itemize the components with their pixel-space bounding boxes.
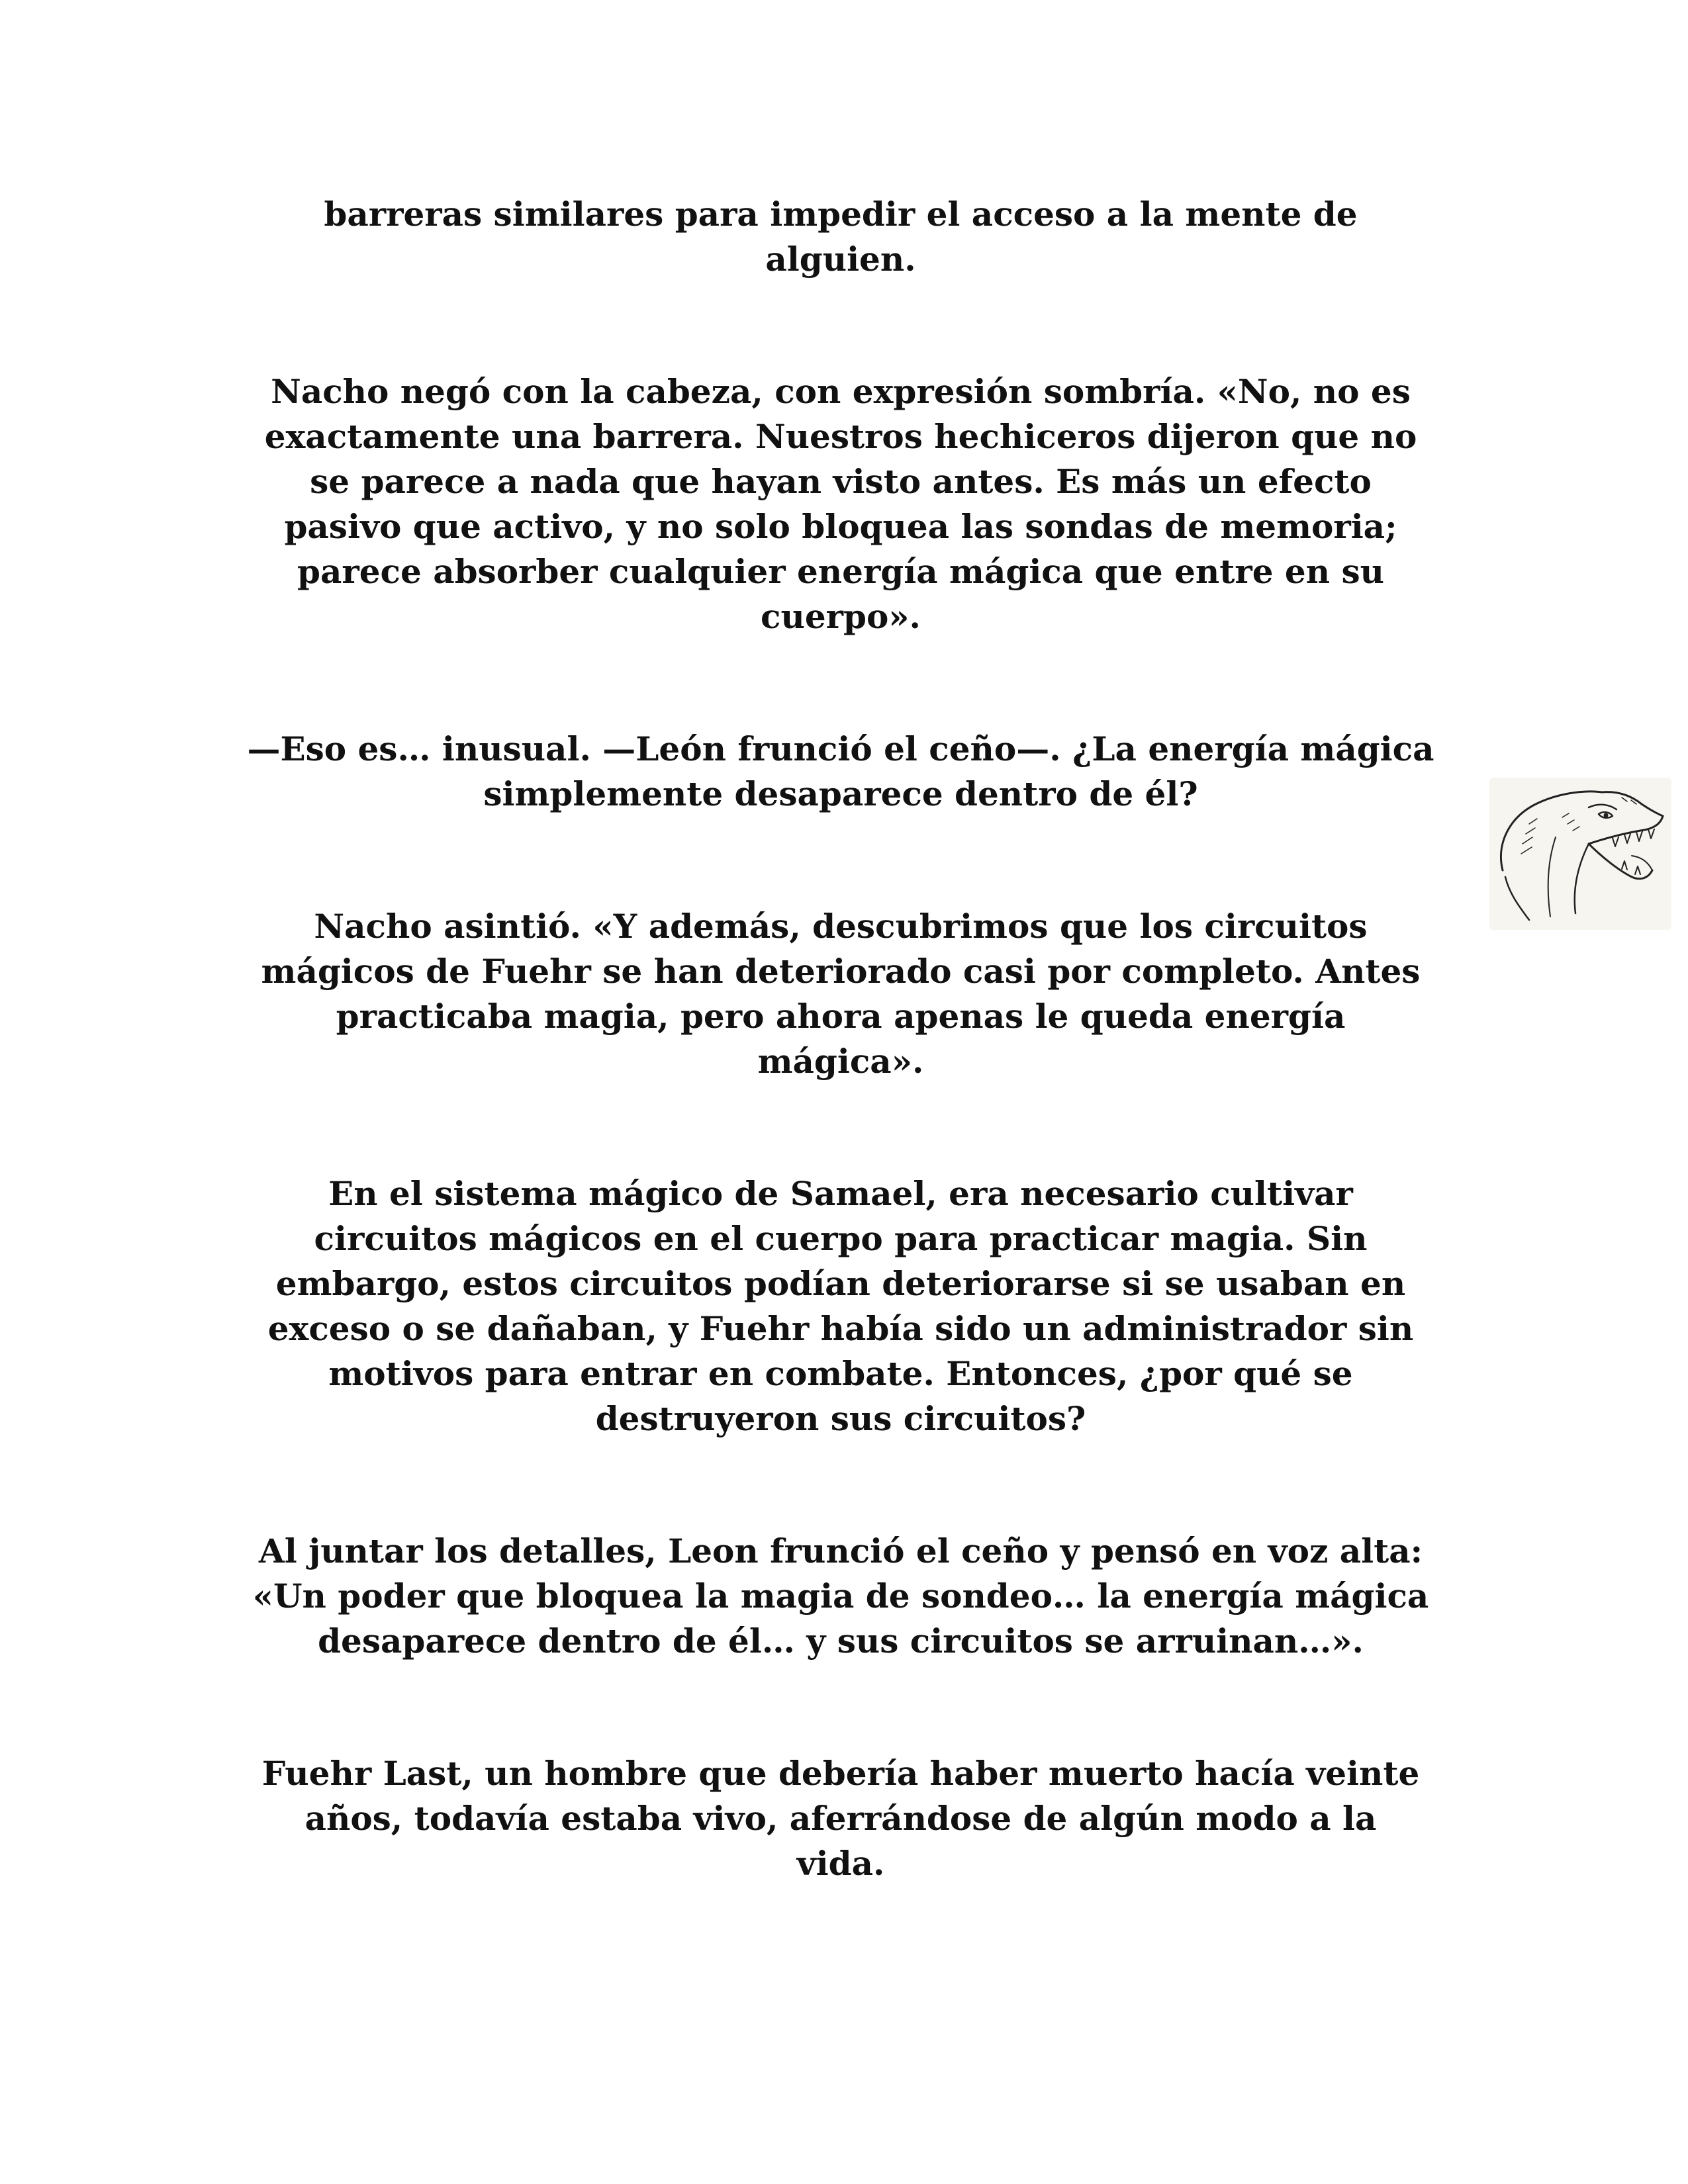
text-line: exactamente una barrera. Nuestros hechiceros dijeron que no (264, 417, 1417, 456)
paragraph (225, 727, 1456, 817)
paragraph (225, 192, 1456, 282)
text-line: —Eso es… inusual. —León frunció el ceño—. ¿La energía mágica (247, 729, 1434, 768)
paragraph (225, 1171, 1456, 1441)
paragraph-gap (225, 1664, 1456, 1751)
paragraph-gap (225, 1084, 1456, 1171)
paragraph (225, 904, 1456, 1084)
text-line: parece absorber cualquier energía mágica que entre en su (297, 552, 1384, 591)
paragraph-gap (225, 282, 1456, 369)
text-line: Fuehr Last, un hombre que debería haber muerto hacía veinte (261, 1754, 1420, 1793)
text-line: pasivo que activo, y no solo bloquea las sondas de memoria; (284, 507, 1397, 546)
text-line: motivos para entrar en combate. Entonces, ¿por qué se (328, 1354, 1353, 1393)
paragraph-gap (225, 639, 1456, 727)
text-line: simplemente desaparece dentro de él? (483, 774, 1198, 813)
text-line: mágica». (757, 1042, 924, 1081)
text-line: mágicos de Fuehr se han deteriorado casi por completo. Antes (261, 952, 1421, 991)
text-line: barreras similares para impedir el acceso a la mente de (324, 195, 1358, 234)
text-line: desaparece dentro de él… y sus circuitos se arruinan…». (318, 1621, 1364, 1661)
text-line: Nacho asintió. «Y además, descubrimos que los circuitos (314, 907, 1368, 946)
text-line: practicaba magia, pero ahora apenas le queda energía (336, 997, 1346, 1036)
text-line: vida. (796, 1844, 885, 1883)
document-body (225, 192, 1456, 1886)
paragraph-gap (225, 1441, 1456, 1529)
text-line: embargo, estos circuitos podían deteriorarse si se usaban en (275, 1264, 1406, 1303)
text-line: años, todavía estaba vivo, aferrándose de algún modo a la (305, 1799, 1377, 1838)
text-line: cuerpo». (761, 597, 921, 636)
paragraph (225, 1751, 1456, 1886)
text-line: alguien. (765, 240, 916, 279)
text-line: circuitos mágicos en el cuerpo para practicar magia. Sin (314, 1219, 1368, 1258)
text-line: Al juntar los detalles, Leon frunció el ceño y pensó en voz alta: (258, 1531, 1423, 1570)
text-line: exceso o se dañaban, y Fuehr había sido un administrador sin (267, 1309, 1414, 1348)
paragraph (225, 1529, 1456, 1664)
paragraph-gap (225, 817, 1456, 904)
paragraph (225, 369, 1456, 639)
text-line: «Un poder que bloquea la magia de sondeo… la energía mágica (252, 1576, 1429, 1615)
text-line: En el sistema mágico de Samael, era necesario cultivar (328, 1174, 1353, 1213)
text-line: se parece a nada que hayan visto antes. Es más un efecto (310, 462, 1372, 501)
dinosaur-head-sketch-icon (1489, 778, 1671, 930)
text-line: Nacho negó con la cabeza, con expresión sombría. «No, no es (271, 372, 1411, 411)
text-line: destruyeron sus circuitos? (595, 1399, 1086, 1438)
